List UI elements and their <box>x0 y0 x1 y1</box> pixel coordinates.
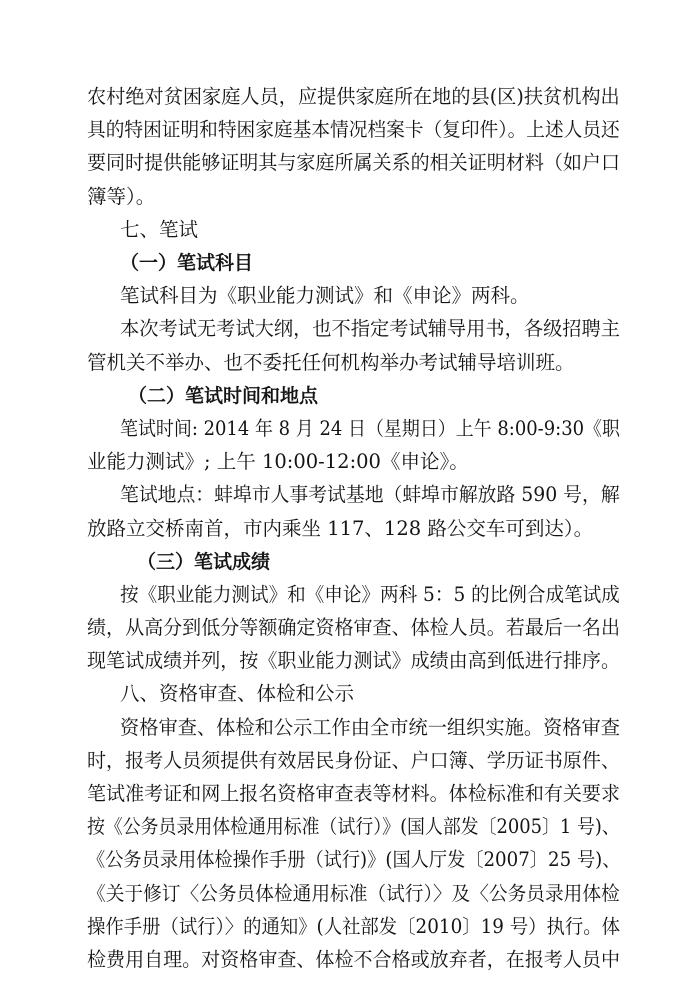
body-text-line: 簿等）。 <box>87 184 156 208</box>
body-text-line: 《公务员录用体检操作手册（试行)》(国人厅发〔2007〕25 号)、 <box>87 848 621 872</box>
body-text-line: 笔试准考证和网上报名资格审查表等材料。体检标准和有关要求 <box>87 782 621 806</box>
body-text-line: 绩，从高分到低分等额确定资格审查、体检人员。若最后一名出 <box>87 616 621 640</box>
body-text-line: 业能力测试》; 上午 10:00-12:00《申论》。 <box>87 450 469 474</box>
body-text-line: 笔试时间: 2014 年 8 月 24 日（星期日）上午 8:00-9:30《职 <box>120 416 620 440</box>
body-text-line: 时，报考人员须提供有效居民身份证、户口簿、学历证书原件、 <box>87 748 621 772</box>
body-text-line: 笔试地点：蚌埠市人事考试基地（蚌埠市解放路 590 号，解 <box>120 483 620 507</box>
body-text-line: 本次考试无考试大纲，也不指定考试辅导用书，各级招聘主 <box>120 317 621 341</box>
body-text-line: 资格审查、体检和公示工作由全市统一组织实施。资格审查 <box>120 715 621 739</box>
section-heading: 八、资格审查、体检和公示 <box>120 682 355 706</box>
subsection-heading: （二）笔试时间和地点 <box>128 384 319 407</box>
section-heading: 七、笔试 <box>120 217 199 241</box>
body-text-line: 农村绝对贫困家庭人员，应提供家庭所在地的县(区)扶贫机构出 <box>87 85 620 108</box>
subsection-heading: （三）笔试成绩 <box>137 550 271 573</box>
body-text-line: 操作手册（试行）〉的通知》(人社部发〔2010〕19 号）执行。体 <box>87 914 621 938</box>
body-text-line: 按《公务员录用体检通用标准（试行）》(国人部发〔2005〕1 号)、 <box>87 815 620 839</box>
body-text-line: 放路立交桥南首，市内乘坐 117、128 路公交车可到达）。 <box>87 516 594 540</box>
body-text-line: 笔试科目为《职业能力测试》和《申论》两科。 <box>120 284 530 308</box>
body-text-line: 检费用自理。对资格审查、体检不合格或放弃者，在报考人员中 <box>87 948 621 971</box>
subsection-heading: （一）笔试科目 <box>120 251 254 274</box>
body-text-line: 《关于修订〈公务员体检通用标准（试行）〉及〈公务员录用体检 <box>87 881 620 905</box>
body-text-line: 具的特困证明和特困家庭基本情况档案卡（复印件）。上述人员还 <box>87 118 620 142</box>
body-text-line: 管机关不举办、也不委托任何机构举办考试辅导培训班。 <box>87 350 575 374</box>
body-text-line: 要同时提供能够证明其与家庭所属关系的相关证明材料（如户口 <box>87 151 621 175</box>
body-text-line: 现笔试成绩并列，按《职业能力测试》成绩由高到低进行排序。 <box>87 649 621 673</box>
body-text-line: 按《职业能力测试》和《申论》两科 5：5 的比例合成笔试成 <box>120 582 620 606</box>
